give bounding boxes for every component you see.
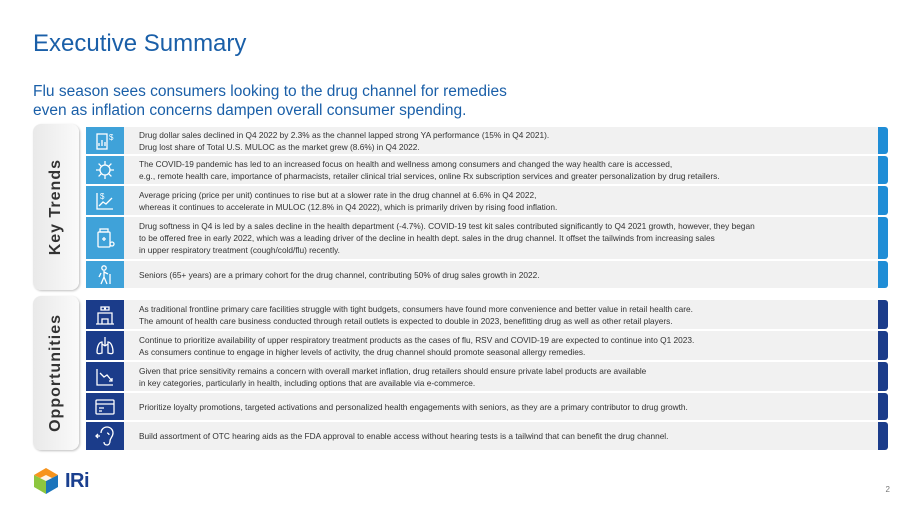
row-end-cap [878,261,888,288]
key-trend-row [86,261,888,288]
trend-4-line-3: in upper respiratory treatment (cough/cold/flu) recently. [139,245,340,255]
page-title: Executive Summary [33,30,247,57]
price-trend-icon [86,186,124,215]
key-trend-row [86,127,888,154]
opportunity-1-line-2: The amount of health care business conducted through retail outlets is expected to double in 2023, benefitting drug as well as other retail players. [139,315,673,326]
opportunities-tab [33,296,79,450]
page-number: 2 [885,485,890,494]
row-end-cap [878,300,888,329]
row-end-cap [878,331,888,360]
senior-person-icon [86,261,124,288]
svg-text:$: $ [109,132,114,142]
key-trend-row [86,156,888,184]
trend-4-line-2: to be offered free in early 2022, which was a leading driver of the decline in health dept. sales in the drug channel. It offset the tailwinds from increasing sales [139,233,715,243]
opportunities-label: Opportunities [47,314,64,432]
virus-icon [86,156,124,184]
lungs-icon [86,331,124,360]
trend-1-line-2: Drug lost share of Total U.S. MULOC as the market grew (8.6%) in Q4 2022. [139,141,420,152]
row-end-cap [878,217,888,259]
row-end-cap [878,393,888,420]
opportunity-row [86,393,888,420]
page-subtitle [33,82,507,120]
row-end-cap [878,156,888,184]
clinic-building-icon [86,300,124,329]
opportunity-row [86,331,888,360]
trend-4-line-1: Drug softness in Q4 is led by a sales decline in the health department (-4.7%). COVID-19 test kit sales contributed significantly to Q4 2021 growth, however, they began [139,221,755,231]
key-trends-label: Key Trends [47,158,64,256]
svg-text:$: $ [100,191,105,201]
iri-logo-text: IRi [65,469,90,492]
row-end-cap [878,186,888,215]
price-down-chart-icon [86,362,124,391]
trend-5-line-1: Seniors (65+ years) are a primary cohort for the drug channel, contributing 50% of drug sales growth in 2022. [139,269,540,280]
opportunity-1-line-1: As traditional frontline primary care facilities struggle with tight budgets, consumers have found more convenience and better value in retail health care. [139,303,693,314]
row-end-cap [878,127,888,154]
trend-2-line-1: The COVID-19 pandemic has led to an increased focus on health and wellness among consumers and changed the way health care is accessed, [139,159,673,169]
receipt-dollar-icon [86,127,124,154]
trend-3-line-2: whereas it continues to accelerate in MULOC (12.8% in Q4 2022), which is primarily driven by rising food inflation. [139,201,558,212]
subtitle-line-1: Flu season sees consumers looking to the drug channel for remedies [33,83,507,100]
iri-logo [33,467,89,495]
row-end-cap [878,422,888,450]
opportunity-row [86,300,888,329]
key-trend-row [86,186,888,215]
opportunity-2-line-2: As consumers continue to engage in higher levels of activity, the drug channel should promote seasonal allergy remedies. [139,346,586,357]
iri-logo-mark [33,467,59,495]
trend-3-line-1: Average pricing (price per unit) continues to rise but at a slower rate in the drug channel at 6.6% in Q4 2022, [139,189,537,200]
medicine-bottle-icon [86,217,124,259]
opportunity-5-line-1: Build assortment of OTC hearing aids as the FDA approval to enable access without hearing tests is a tailwind that can benefit the drug channel. [139,431,669,441]
subtitle-line-2: even as inflation concerns dampen overall consumer spending. [33,102,467,119]
loyalty-card-icon [86,393,124,420]
opportunity-row [86,422,888,450]
opportunity-4-line-1: Prioritize loyalty promotions, targeted activations and personalized health engagements with seniors, as they are a primary contributor to drug growth. [139,401,688,412]
row-end-cap [878,362,888,391]
trend-2-line-2: e.g., remote health care, importance of pharmacists, retailer clinical trial services, online Rx subscription services and greater personalization by drug retailers. [139,171,720,181]
trend-1-line-1: Drug dollar sales declined in Q4 2022 by 2.3% as the channel lapped strong YA performance (15% in Q4 2021). [139,129,550,140]
opportunity-3-line-1: Given that price sensitivity remains a concern with overall market inflation, drug retailers should ensure private label products are available [139,365,647,376]
opportunity-3-line-2: in key categories, particularly in health, including options that are available via e-commerce. [139,377,476,388]
opportunity-row [86,362,888,391]
key-trend-row [86,217,888,259]
opportunity-2-line-1: Continue to prioritize availability of upper respiratory treatment products as the cases of flu, RSV and COVID-19 are expected to continue into Q1 2023. [139,334,695,345]
hearing-aid-icon [86,422,124,450]
key-trends-tab [33,124,79,290]
